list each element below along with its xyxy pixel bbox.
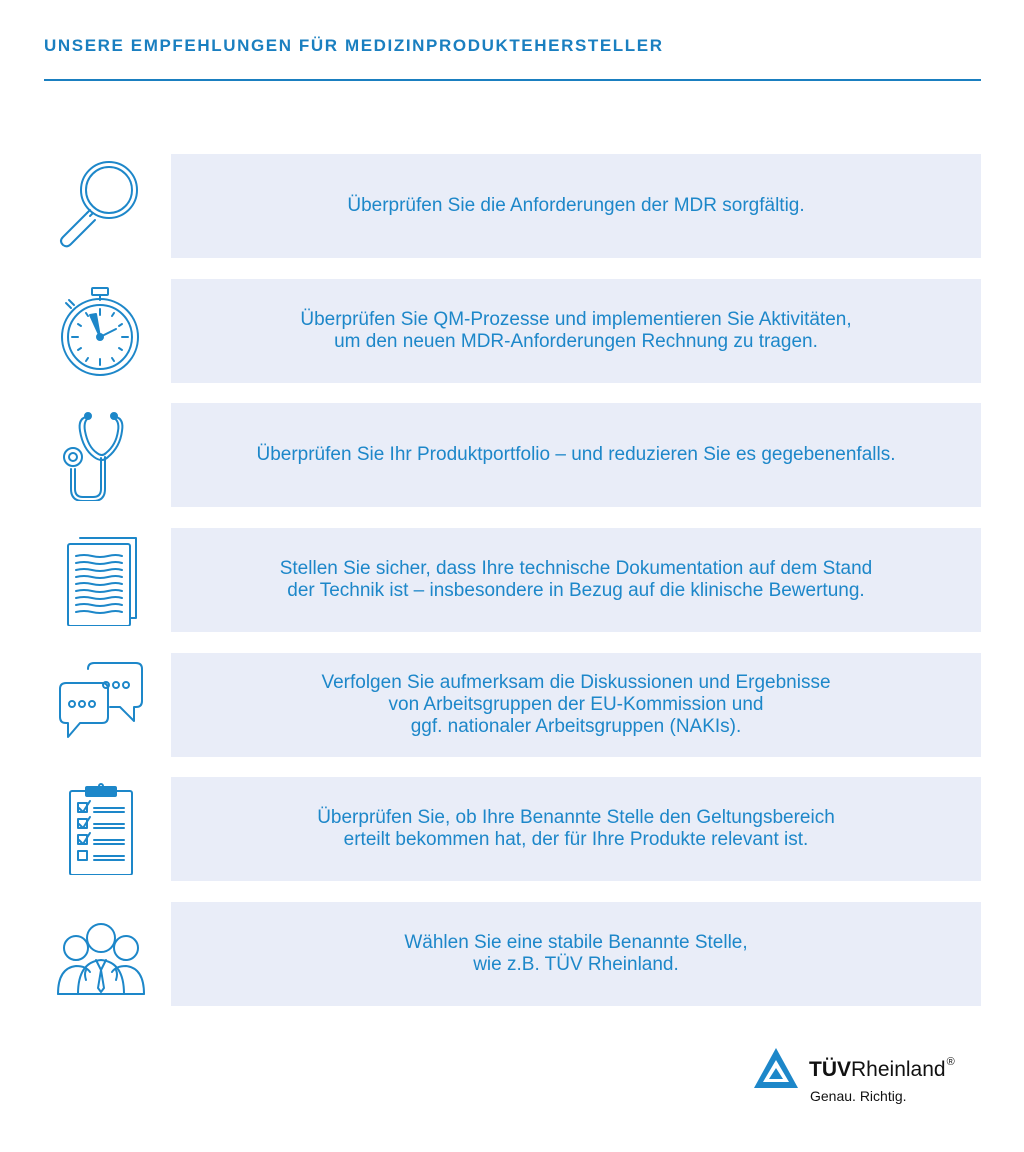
logo-registered-mark: ® <box>946 1056 955 1068</box>
recommendation-row <box>0 653 1024 757</box>
recommendation-text: Überprüfen Sie die Anforderungen der MDR sorgfältig. <box>347 195 805 216</box>
recommendation-row <box>0 403 1024 507</box>
recommendation-card <box>171 653 981 757</box>
recommendation-card <box>171 403 981 507</box>
speech-bubbles-icon <box>50 659 150 751</box>
page-title: UNSERE EMPFEHLUNGEN FÜR MEDIZINPRODUKTEHERSTELLER <box>44 36 664 55</box>
tuv-triangle-icon <box>752 1046 800 1092</box>
recommendation-text: Wählen Sie eine stabile Benannte Stelle, wie z.B. TÜV Rheinland. <box>404 932 748 975</box>
recommendation-card <box>171 279 981 383</box>
recommendation-row <box>0 777 1024 881</box>
recommendation-row <box>0 154 1024 258</box>
recommendation-row <box>0 528 1024 632</box>
recommendation-text: Stellen Sie sicher, dass Ihre technische Dokumentation auf dem Stand der Technik ist – insbesondere in Bezug auf die klinische Bewertung. <box>279 558 873 601</box>
logo-brand-bold: TÜV <box>809 1058 851 1081</box>
recommendation-row <box>0 902 1024 1006</box>
recommendation-text: Überprüfen Sie Ihr Produktportfolio – und reduzieren Sie es gegebenenfalls. <box>256 444 896 465</box>
recommendation-text: Verfolgen Sie aufmerksam die Diskussionen und Ergebnisse von Arbeitsgruppen der EU-Kommission und ggf. nationaler Arbeitsgruppen (NAKIs). <box>321 672 831 737</box>
logo-brand-regular: Rheinland <box>851 1058 946 1081</box>
stethoscope-icon <box>50 409 150 501</box>
recommendation-card <box>171 902 981 1006</box>
recommendation-text: Überprüfen Sie QM-Prozesse und implementieren Sie Aktivitäten, um den neuen MDR-Anforderungen Rechnung zu tragen. <box>300 309 852 352</box>
people-group-icon <box>50 908 150 1000</box>
recommendation-text: Überprüfen Sie, ob Ihre Benannte Stelle den Geltungsbereich erteilt bekommen hat, der für Ihre Produkte relevant ist. <box>317 807 835 850</box>
recommendation-row <box>0 279 1024 383</box>
logo-tagline: Genau. Richtig. <box>810 1088 907 1104</box>
recommendation-card <box>171 777 981 881</box>
documents-icon <box>50 534 150 626</box>
clipboard-checklist-icon <box>50 783 150 875</box>
stopwatch-icon <box>50 285 150 377</box>
tuv-rheinland-logo <box>752 1046 992 1110</box>
recommendation-card <box>171 154 981 258</box>
recommendation-card <box>171 528 981 632</box>
magnifier-icon <box>50 160 150 252</box>
title-divider <box>44 79 981 81</box>
logo-brand <box>809 1058 955 1082</box>
